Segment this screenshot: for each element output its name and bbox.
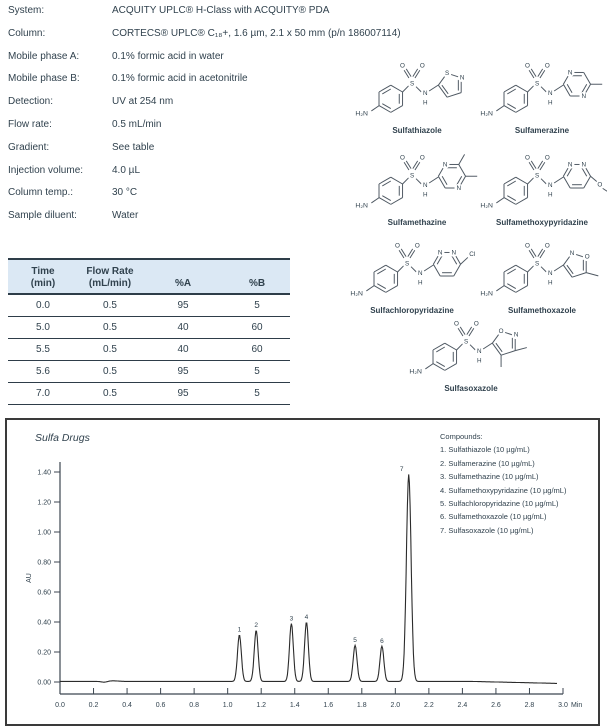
atom-label: N	[422, 89, 428, 97]
bond-line	[442, 85, 448, 94]
bond-line	[366, 286, 374, 291]
bond-line	[567, 265, 573, 274]
structure-name: Sulfathiazole	[392, 126, 442, 135]
atom-label: N	[567, 161, 573, 169]
atom-label: H₂N	[480, 202, 493, 210]
structures-panel	[333, 46, 607, 414]
y-tick-label: 0.80	[37, 559, 51, 567]
param-row	[8, 4, 338, 19]
atom-label: N	[513, 331, 519, 339]
y-tick-label: 1.40	[37, 469, 51, 477]
param-value: 0.1% formic acid in water	[112, 50, 224, 62]
structure-sulfamerazine	[475, 56, 607, 135]
structure-name: Sulfamethoxazole	[507, 306, 576, 315]
param-row	[8, 186, 338, 201]
atom-label: O	[544, 62, 550, 70]
bond-line	[379, 198, 391, 205]
bond-line	[459, 164, 466, 176]
atom-label: S	[410, 80, 415, 88]
bond-line	[429, 85, 438, 91]
gradient-cell: 95	[177, 388, 189, 399]
param-value: CORTECS® UPLC® C₁₈+, 1.6 µm, 2.1 x 50 mm (p/n 186007114)	[112, 27, 401, 39]
x-tick-label: 2.6	[491, 702, 501, 709]
peak-label-2: 2	[254, 622, 258, 629]
bond-line	[454, 264, 461, 276]
gradient-cell: 0.0	[36, 300, 50, 311]
bond-line	[501, 351, 515, 356]
bond-line	[528, 266, 534, 272]
bond-line	[516, 106, 528, 113]
chromatogram-panel	[5, 418, 600, 726]
bond-line	[445, 364, 457, 371]
gradient-row	[8, 339, 290, 361]
gradient-table-header	[8, 258, 290, 295]
structure-sulfamethoxazole	[475, 236, 607, 315]
atom-label: O	[399, 154, 405, 162]
structure-name: Sulfamerazine	[514, 126, 570, 135]
gradient-row	[8, 383, 290, 405]
bond-line	[438, 176, 445, 188]
bond-line	[470, 345, 475, 350]
param-label: Mobile phase B:	[8, 73, 80, 85]
atom-label: H	[417, 279, 423, 287]
bond-line	[554, 177, 563, 183]
bond-line	[572, 273, 586, 278]
param-row	[8, 118, 338, 133]
x-tick-label: 0.4	[122, 702, 132, 709]
x-tick-label: 2.0	[390, 702, 401, 709]
param-label: Mobile phase A:	[8, 50, 80, 62]
legend-item: 4. Sulfamethoxypyridazine (10 µg/mL)	[440, 485, 567, 495]
structure-name: Sulfachloropyridazine	[370, 306, 454, 315]
bond-line	[374, 265, 386, 272]
atom-label: N	[417, 269, 423, 277]
legend-item: 3. Sulfamethazine (10 µg/mL)	[440, 472, 539, 482]
bond-line	[411, 267, 416, 272]
y-tick-label: 0.00	[37, 679, 51, 687]
atom-label: N	[567, 69, 573, 77]
x-axis-unit: Min	[571, 702, 583, 709]
structure-sulfachloropyridazine	[345, 236, 479, 315]
param-label: System:	[8, 5, 45, 16]
atom-label: O	[473, 320, 479, 328]
param-value: 4.0 µL	[112, 164, 141, 176]
x-tick-label: 1.2	[256, 702, 267, 709]
bond-line	[459, 154, 465, 164]
gradient-cell: 60	[251, 344, 263, 355]
atom-label: O	[414, 242, 420, 250]
y-tick-label: 0.40	[37, 619, 51, 627]
legend-item: 5. Sulfachloropyridazine (10 µg/mL)	[440, 499, 559, 509]
atom-label: H	[422, 99, 428, 107]
bond-line	[591, 176, 597, 181]
atom-label: O	[394, 242, 400, 250]
chromatogram-trace	[60, 474, 557, 683]
atom-label: H	[422, 191, 428, 199]
atom-label: O	[419, 154, 425, 162]
param-value: UV at 254 nm	[112, 96, 174, 108]
bond-line	[504, 106, 516, 113]
structure-drawing	[475, 236, 607, 308]
structure-drawing	[345, 236, 479, 308]
y-tick-label: 1.00	[37, 529, 51, 537]
atom-label: H₂N	[409, 368, 422, 376]
atom-label: N	[456, 184, 462, 192]
gradient-cell: 5	[254, 388, 260, 399]
atom-label: N	[422, 181, 428, 189]
atom-label: H₂N	[350, 290, 363, 298]
bond-line	[603, 188, 607, 191]
gradient-header-line: %A	[174, 278, 192, 289]
atom-label: H₂N	[355, 202, 368, 210]
bond-line	[374, 286, 386, 293]
legend-title: Compounds:	[440, 432, 483, 441]
x-tick-label: 1.4	[289, 702, 300, 709]
atom-label: H₂N	[480, 290, 493, 298]
gradient-cell: 7.0	[36, 388, 50, 399]
x-tick-label: 1.8	[356, 702, 367, 709]
bond-line	[516, 198, 528, 205]
gradient-header-line: Flow Rate	[86, 266, 134, 277]
peak-label-6: 6	[380, 637, 384, 645]
gradient-table	[8, 258, 290, 405]
atom-label: O	[597, 181, 603, 189]
gradient-cell: 5.5	[36, 344, 50, 355]
param-value: 0.5 mL/min	[112, 119, 162, 130]
legend-item: 1. Sulfathiazole (10 µg/mL)	[440, 445, 530, 455]
gradient-cell: 60	[251, 322, 263, 333]
bond-line	[584, 176, 591, 188]
legend-item: 2. Sulfamerazine (10 µg/mL)	[440, 458, 535, 468]
gradient-cell: 0.5	[103, 388, 117, 399]
gradient-header-cell	[142, 264, 224, 290]
gradient-cell: 0.5	[103, 300, 117, 311]
bond-line	[371, 106, 379, 111]
bond-line	[496, 198, 504, 203]
x-tick-label: 1.6	[323, 702, 334, 709]
bond-line	[541, 267, 546, 272]
param-value: ACQUITY UPLC® H-Class with ACQUITY® PDA	[112, 5, 330, 16]
bond-line	[504, 265, 516, 272]
y-axis-title: AU	[26, 573, 33, 583]
bond-line	[391, 85, 403, 92]
atom-label: S	[444, 70, 450, 78]
atom-label: H	[547, 191, 553, 199]
atom-label: S	[464, 338, 469, 346]
bond-line	[425, 364, 433, 369]
structure-sulfasoxazole	[404, 314, 538, 393]
atom-label: O	[453, 320, 459, 328]
atom-label: N	[547, 181, 553, 189]
gradient-header-cell	[78, 264, 142, 290]
x-tick-label: 2.4	[457, 702, 468, 709]
legend-item: 6. Sulfamethoxazole (10 µg/mL)	[440, 512, 547, 522]
bond-line	[416, 179, 421, 184]
param-label: Injection volume:	[8, 164, 84, 176]
atom-label: S	[535, 172, 540, 180]
gradient-row	[8, 361, 290, 383]
bond-line	[554, 85, 563, 91]
param-label: Sample diluent:	[8, 210, 77, 222]
gradient-row	[8, 295, 290, 317]
param-label: Detection:	[8, 96, 54, 108]
peak-label-7: 7	[399, 466, 404, 473]
x-tick-label: 1.0	[222, 702, 233, 709]
peak-label-1: 1	[237, 626, 242, 634]
param-row	[8, 72, 338, 87]
bond-line	[398, 266, 404, 272]
gradient-cell: 0.5	[103, 344, 117, 355]
atom-label: O	[584, 253, 590, 261]
x-tick-label: 2.2	[423, 702, 434, 709]
y-tick-label: 0.60	[37, 589, 51, 597]
bond-line	[516, 286, 528, 293]
atom-label: N	[442, 161, 448, 169]
atom-label: N	[581, 92, 587, 100]
x-tick-label: 0.6	[155, 702, 166, 709]
gradient-cell: 5.0	[36, 322, 50, 333]
chromatogram-plot	[7, 420, 598, 724]
structure-sulfathiazole	[350, 56, 484, 135]
peak-label-5: 5	[353, 637, 357, 644]
bond-line	[496, 286, 504, 291]
param-label: Column:	[8, 27, 46, 39]
param-value: Water	[112, 210, 139, 222]
bond-line	[433, 264, 440, 276]
atom-label: N	[459, 74, 465, 82]
gradient-cell: 5	[254, 366, 260, 377]
atom-label: O	[498, 328, 504, 336]
param-label: Gradient:	[8, 141, 50, 153]
bond-line	[496, 343, 502, 352]
bond-line	[386, 265, 398, 272]
gradient-cell: 5.6	[36, 366, 50, 377]
bond-line	[429, 177, 438, 183]
bond-line	[403, 178, 409, 184]
bond-line	[554, 265, 563, 271]
atom-label: N	[437, 249, 443, 257]
atom-label: N	[547, 89, 553, 97]
structure-sulfamethoxypyridazine	[475, 148, 607, 227]
gradient-cell: 40	[177, 322, 189, 333]
atom-label: H₂N	[480, 110, 493, 118]
bond-line	[516, 85, 528, 92]
atom-label: S	[410, 172, 415, 180]
gradient-cell: 0.5	[103, 322, 117, 333]
structure-drawing	[475, 148, 607, 220]
param-row	[8, 27, 401, 42]
bond-line	[516, 177, 528, 184]
bond-line	[433, 343, 445, 350]
bond-line	[447, 93, 461, 98]
atom-label: N	[547, 269, 553, 277]
bond-line	[416, 87, 421, 92]
gradient-header-line: (mL/min)	[88, 278, 132, 289]
bond-line	[528, 178, 534, 184]
bond-line	[516, 265, 528, 272]
bond-line	[496, 106, 504, 111]
param-row	[8, 95, 338, 110]
legend-item: 7. Sulfasoxazole (10 µg/mL)	[440, 525, 534, 535]
bond-line	[584, 72, 591, 84]
atom-label: O	[544, 154, 550, 162]
bond-line	[386, 286, 398, 293]
bond-line	[457, 344, 463, 350]
bond-line	[391, 198, 403, 205]
bond-line	[379, 106, 391, 113]
structure-name: Sulfasoxazole	[444, 384, 498, 393]
structure-sulfamethazine	[350, 148, 484, 227]
x-tick-label: 0.2	[88, 702, 99, 709]
structure-drawing	[404, 314, 538, 386]
gradient-header-cell	[8, 264, 78, 290]
structure-drawing	[350, 56, 484, 128]
atom-label: S	[535, 80, 540, 88]
gradient-table-body	[8, 295, 290, 405]
atom-label: N	[581, 161, 587, 169]
structure-name: Sulfamethoxypyridazine	[495, 218, 589, 227]
atom-label: O	[524, 62, 530, 70]
atom-label: Cl	[469, 250, 476, 258]
param-label: Flow rate:	[8, 119, 52, 130]
structure-name: Sulfamethazine	[387, 218, 447, 227]
gradient-cell: 95	[177, 366, 189, 377]
bond-line	[371, 198, 379, 203]
bond-line	[515, 348, 527, 351]
atom-label: N	[569, 250, 575, 258]
bond-line	[541, 179, 546, 184]
y-tick-label: 0.20	[37, 649, 51, 657]
bond-line	[528, 86, 534, 92]
gradient-header-line: Time	[31, 266, 55, 277]
gradient-header-line: (min)	[30, 278, 56, 289]
atom-label: O	[544, 242, 550, 250]
bond-line	[541, 87, 546, 92]
bond-line	[445, 343, 457, 350]
bond-line	[504, 286, 516, 293]
x-tick-label: 0.8	[189, 702, 200, 709]
atom-label: O	[524, 242, 530, 250]
param-row	[8, 209, 338, 224]
gradient-header-line: %B	[248, 278, 266, 289]
x-tick-label: 0.0	[55, 702, 65, 709]
atom-label: O	[399, 62, 405, 70]
atom-label: O	[524, 154, 530, 162]
x-tick-label: 2.8	[524, 702, 535, 709]
bond-line	[379, 177, 391, 184]
atom-label: H₂N	[355, 110, 368, 118]
param-value: 0.1% formic acid in acetonitrile	[112, 73, 248, 85]
gradient-cell: 95	[177, 300, 189, 311]
atom-label: H	[547, 99, 553, 107]
bond-line	[586, 273, 598, 276]
atom-label: H	[476, 357, 482, 365]
bond-line	[504, 198, 516, 205]
atom-label: N	[451, 249, 457, 257]
atom-label: O	[419, 62, 425, 70]
gradient-cell: 0.5	[103, 366, 117, 377]
gradient-row	[8, 317, 290, 339]
bond-line	[504, 85, 516, 92]
bond-line	[563, 176, 570, 188]
bond-line	[379, 85, 391, 92]
y-tick-label: 1.20	[37, 499, 51, 507]
x-tick-label: 3.0	[558, 702, 568, 709]
chromatogram-title: Sulfa Drugs	[35, 432, 90, 444]
structure-drawing	[350, 148, 484, 220]
param-value: 30 °C	[112, 187, 138, 199]
gradient-cell: 40	[177, 344, 189, 355]
param-value: See table	[112, 141, 155, 153]
atom-label: N	[476, 347, 482, 355]
structure-drawing	[475, 56, 607, 128]
atom-label: S	[405, 260, 410, 268]
bond-line	[483, 343, 492, 349]
bond-line	[433, 364, 445, 371]
bond-line	[391, 177, 403, 184]
gradient-cell: 5	[254, 300, 260, 311]
bond-line	[504, 177, 516, 184]
param-label: Column temp.:	[8, 187, 74, 199]
bond-line	[424, 265, 433, 271]
param-row	[8, 141, 338, 156]
bond-line	[403, 86, 409, 92]
atom-label: H	[547, 279, 553, 287]
peak-label-3: 3	[289, 615, 294, 623]
param-row	[8, 50, 338, 65]
gradient-header-cell	[224, 264, 290, 290]
peak-label-4: 4	[304, 613, 309, 621]
bond-line	[461, 257, 468, 264]
atom-label: S	[535, 260, 540, 268]
param-row	[8, 164, 338, 179]
bond-line	[563, 84, 570, 96]
bond-line	[391, 106, 403, 113]
